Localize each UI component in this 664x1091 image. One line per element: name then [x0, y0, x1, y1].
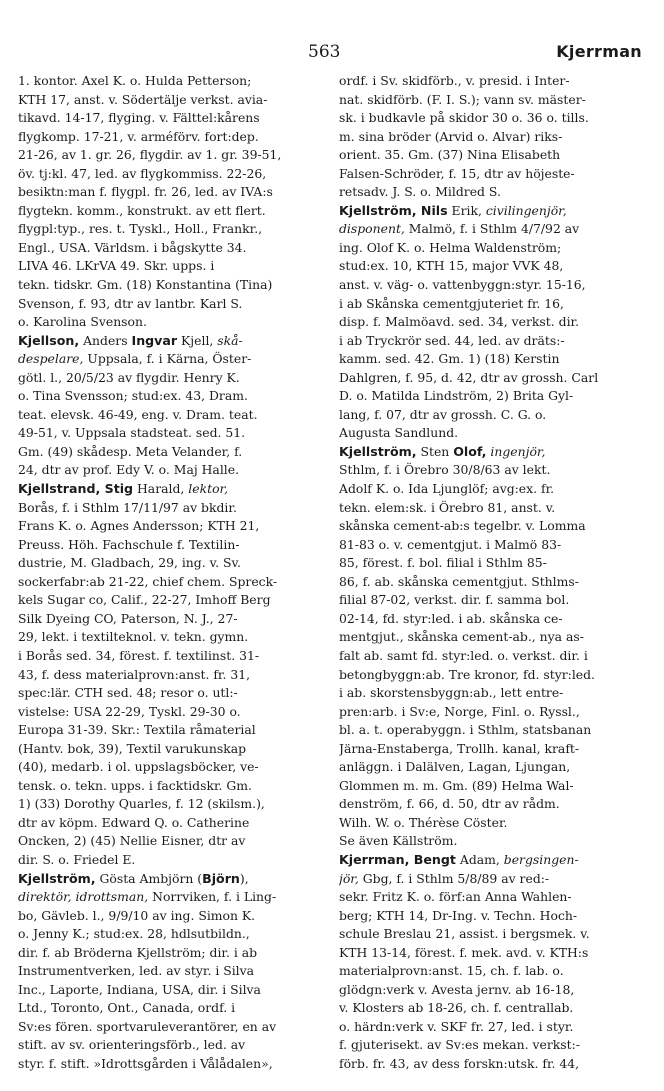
text-line [18, 424, 327, 443]
text-line [18, 313, 327, 332]
text-line [339, 666, 648, 685]
line-text: disp. f. Malmöavd. sed. 34, verkst. dir. [339, 314, 580, 330]
text-line [18, 406, 327, 425]
text-line [339, 202, 648, 221]
text-line [18, 628, 327, 647]
line-text: kels Sugar co, Calif., 22-27, Imhoff Berg [18, 592, 271, 608]
running-head: Kjerrman [556, 42, 642, 61]
text-line [339, 795, 648, 814]
line-text: mentgjut., skånska cement-ab., nya as- [339, 629, 584, 645]
text-line [339, 832, 648, 851]
italic-text: skå- [217, 332, 243, 348]
text-line [339, 703, 648, 722]
text-line [339, 740, 648, 759]
text-line [339, 962, 648, 981]
text-line [18, 981, 327, 1000]
text-line [18, 721, 327, 740]
text-line [18, 257, 327, 276]
page-number: 563 [308, 42, 341, 62]
line-text: (Hantv. bok, 39), Textil varukunskap [18, 740, 247, 756]
line-text: Wilh. W. o. Thérèse Cöster. [339, 814, 508, 830]
line-text: Silk Dyeing CO, Paterson, N. J., 27- [18, 610, 238, 626]
text-line [18, 369, 327, 388]
text-line [18, 777, 327, 796]
line-text: falt ab. samt fd. styr:led. o. verkst. dir. i [339, 647, 588, 663]
text-line [18, 536, 327, 555]
line-text: ordf. i Sv. skidförb., v. presid. i Inter- [339, 73, 570, 88]
line-text: schule Breslau 21, assist. i bergsmek. v. [339, 926, 590, 942]
text-line [339, 925, 648, 944]
entry-heading: Kjellström, [18, 870, 96, 886]
text-line [18, 944, 327, 963]
line-text: (40), medarb. i ol. uppslagsböcker, ve- [18, 759, 259, 775]
text-line [339, 443, 648, 462]
line-text: lang, f. 07, dtr av grossh. C. G. o. [339, 406, 547, 422]
entry-heading: Kjellson, [18, 332, 80, 348]
text-line [339, 758, 648, 777]
line-text: anläggn. i Dalälven, Lagan, Ljungan, [339, 759, 571, 775]
text-line [18, 999, 327, 1018]
line-text: dtr av köpm. Edward Q. o. Catherine [18, 814, 250, 830]
page-header [0, 42, 664, 66]
text-line [18, 128, 327, 147]
line-text: 81-83 o. v. cementgjut. i Malmö 83- [339, 536, 562, 552]
text-line [339, 591, 648, 610]
text-line [339, 1036, 648, 1055]
line-text: Sten [416, 443, 454, 459]
line-text: o. Jenny K.; stud:ex. 28, hdlsutbildn., [18, 926, 250, 942]
text-line [339, 870, 648, 889]
line-text: Kjell, [177, 332, 218, 348]
text-line [339, 628, 648, 647]
text-line [18, 276, 327, 295]
text-line [18, 888, 327, 907]
text-line [339, 851, 648, 870]
entry-heading: Kjerrman, Bengt [339, 851, 456, 867]
text-line [18, 870, 327, 889]
line-text: tekn. elem:sk. i Örebro 81, anst. v. [339, 499, 556, 515]
text-line [18, 610, 327, 629]
line-text: Dahlgren, f. 95, d. 42, dtr av grossh. Carl [339, 369, 599, 385]
line-text: KTH 13-14, förest. f. mek. avd. v. KTH:s [339, 944, 589, 960]
text-line [339, 721, 648, 740]
text-line [18, 165, 327, 184]
line-text: Harald, [133, 481, 189, 497]
text-line [18, 350, 327, 369]
text-line [339, 1018, 648, 1037]
line-text: flygkomp. 17-21, v. arméförv. fort:dep. [18, 128, 259, 144]
text-line [339, 406, 648, 425]
text-line [18, 962, 327, 981]
text-line [339, 999, 648, 1018]
line-text: 43, f. dess materialprovn:anst. fr. 31, [18, 666, 251, 682]
text-line [18, 202, 327, 221]
text-line [18, 1018, 327, 1037]
italic-text: civilingenjör, [485, 202, 567, 218]
line-text: Järna-Enstaberga, Trollh. kanal, kraft- [339, 740, 580, 756]
text-line [18, 480, 327, 499]
text-line [339, 72, 648, 91]
text-line [18, 183, 327, 202]
line-text: Norrviken, f. i Ling- [148, 889, 277, 905]
line-text: 29, lekt. i textilteknol. v. tekn. gymn. [18, 629, 249, 645]
line-text: Preuss. Höh. Fachschule f. Textilin- [18, 536, 240, 552]
line-text: 86, f. ab. skånska cementgjut. Sthlms- [339, 573, 579, 589]
text-line [339, 257, 648, 276]
text-line [18, 666, 327, 685]
line-text: öv. tj:kl. 47, led. av flygkommiss. 22-26, [18, 165, 267, 181]
line-text: Instrumentverken, led. av styr. i Silva [18, 963, 255, 979]
text-line [18, 703, 327, 722]
line-text: bl. a. t. operabyggn. i Sthlm, statsbanan [339, 722, 592, 738]
text-line [339, 91, 648, 110]
line-text: Sv:es fören. sportvaruleverantörer, en av [18, 1018, 277, 1034]
text-line [339, 295, 648, 314]
text-line [339, 499, 648, 518]
line-text: 1) (33) Dorothy Quarles, f. 12 (skilsm.), [18, 796, 265, 812]
line-text: nat. skidförb. (F. I. S.); vann sv. mäster- [339, 91, 586, 107]
text-line [18, 851, 327, 870]
line-text: sekr. Fritz K. o. förf:an Anna Wahlen- [339, 889, 572, 905]
line-text: o. härdn:verk v. SKF fr. 27, led. i styr. [339, 1018, 574, 1034]
text-line [18, 72, 327, 91]
text-line [339, 165, 648, 184]
line-text: retsadv. J. S. o. Mildred S. [339, 184, 501, 200]
line-text: dir. S. o. Friedel E. [18, 851, 136, 867]
line-text: i ab. skorstensbyggn:ab., lett entre- [339, 685, 564, 701]
line-text: tikavd. 14-17, flyging. v. Fälttel:kårens [18, 110, 260, 126]
text-line [18, 220, 327, 239]
line-text: Adolf K. o. Ida Ljunglöf; avg:ex. fr. [339, 481, 555, 497]
line-text: Oncken, 2) (45) Nellie Eisner, dtr av [18, 833, 246, 849]
line-text: o. Tina Svensson; stud:ex. 43, Dram. [18, 388, 248, 404]
line-text: Sthlm, f. i Örebro 30/8/63 av lekt. [339, 462, 551, 478]
text-line [339, 684, 648, 703]
line-text: KTH 17, anst. v. Södertälje verkst. avia- [18, 91, 268, 107]
line-text: f. gjuterisekt. av Sv:es mekan. verkst:- [339, 1037, 580, 1053]
text-line [18, 332, 327, 351]
text-line [339, 332, 648, 351]
line-text: Ltd., Toronto, Ont., Canada, ordf. i [18, 1000, 236, 1016]
line-text: styr. f. stift. »Idrottsgården i Vålådalen», [18, 1055, 273, 1071]
text-line [339, 1055, 648, 1074]
text-line [339, 777, 648, 796]
left-column [18, 72, 327, 1074]
text-line [339, 517, 648, 536]
italic-text: ingenjör, [490, 443, 546, 459]
text-line [18, 91, 327, 110]
text-line [339, 981, 648, 1000]
text-line [18, 795, 327, 814]
entry-heading: Kjellström, Nils [339, 202, 448, 218]
line-text: Se även Källström. [339, 833, 458, 849]
line-text: Borås, f. i Sthlm 17/11/97 av bkdir. [18, 499, 237, 515]
line-text: bo, Gävleb. l., 9/9/10 av ing. Simon K. [18, 907, 256, 923]
text-line [18, 925, 327, 944]
line-text: skånska cement-ab:s tegelbr. v. Lomma [339, 518, 586, 534]
line-text: pren:arb. i Sv:e, Norge, Finl. o. Ryssl., [339, 703, 580, 719]
line-text: Falsen-Schröder, f. 15, dtr av höjeste- [339, 165, 575, 181]
line-text: 21-26, av 1. gr. 26, flygdir. av 1. gr. 39-51, [18, 147, 282, 163]
line-text: Uppsala, f. i Kärna, Öster- [83, 351, 252, 367]
text-line [339, 276, 648, 295]
text-line [18, 684, 327, 703]
text-line [339, 647, 648, 666]
line-text: Svenson, f. 93, dtr av lantbr. Karl S. [18, 295, 243, 311]
line-text: Augusta Sandlund. [339, 425, 459, 441]
entry-heading: Björn [202, 870, 240, 886]
line-text: förb. fr. 43, av dess forskn:utsk. fr. 44, [339, 1055, 580, 1071]
text-line [339, 146, 648, 165]
text-line [18, 443, 327, 462]
text-line [339, 907, 648, 926]
line-text: 24, dtr av prof. Edy V. o. Maj Halle. [18, 462, 240, 478]
text-line [339, 183, 648, 202]
line-text: dir. f. ab Bröderna Kjellström; dir. i ab [18, 944, 258, 960]
line-text: Anders [79, 332, 132, 348]
text-line [18, 814, 327, 833]
line-text: Gösta Ambjörn ( [95, 870, 203, 886]
line-text: teat. elevsk. 46-49, eng. v. Dram. teat. [18, 406, 258, 422]
text-line [18, 517, 327, 536]
text-line [18, 832, 327, 851]
line-text: dustrie, M. Gladbach, 29, ing. v. Sv. [18, 555, 241, 571]
line-text: 85, förest. f. bol. filial i Sthlm 85- [339, 555, 547, 571]
text-line [18, 591, 327, 610]
text-line [339, 128, 648, 147]
italic-text: bergsingen- [503, 851, 579, 867]
line-text: Frans K. o. Agnes Andersson; KTH 21, [18, 518, 260, 534]
text-line [339, 610, 648, 629]
text-line [339, 944, 648, 963]
text-line [339, 424, 648, 443]
text-line [339, 220, 648, 239]
line-text: o. Karolina Svenson. [18, 314, 147, 330]
line-text: stift. av sv. orienteringsförb., led. av [18, 1037, 246, 1053]
line-text: Gbg, f. i Sthlm 5/8/89 av red:- [358, 870, 550, 886]
line-text: 02-14, fd. styr:led. i ab. skånska ce- [339, 610, 563, 626]
line-text: 1. kontor. Axel K. o. Hulda Petterson; [18, 73, 252, 88]
line-text: orient. 35. Gm. (37) Nina Elisabeth [339, 147, 561, 163]
line-text: tekn. tidskr. Gm. (18) Konstantina (Tina) [18, 277, 273, 293]
text-line [339, 313, 648, 332]
line-text: Inc., Laporte, Indiana, USA, dir. i Silva [18, 981, 261, 997]
text-line [339, 369, 648, 388]
text-line [18, 573, 327, 592]
line-text: anst. v. väg- o. vattenbyggn:styr. 15-16, [339, 277, 586, 293]
italic-text: jör, [339, 870, 359, 886]
line-text: tensk. o. tekn. upps. i facktidskr. Gm. [18, 777, 252, 793]
line-text: flygtekn. komm., konstrukt. av ett flert. [18, 202, 266, 218]
line-text: i ab Skånska cementgjuteriet fr. 16, [339, 295, 564, 311]
text-line [18, 146, 327, 165]
line-text: filial 87-02, verkst. dir. f. samma bol. [339, 592, 570, 608]
line-text: ing. Olof K. o. Helma Waldenström; [339, 239, 562, 255]
text-line [339, 480, 648, 499]
italic-text: lektor, [188, 481, 229, 497]
text-line [339, 109, 648, 128]
line-text: Glommen m. m. Gm. (89) Helma Wal- [339, 777, 574, 793]
text-line [339, 814, 648, 833]
line-text: sk. i budkavle på skidor 30 o. 36 o. tills. [339, 110, 589, 126]
line-text: ), [239, 870, 249, 886]
line-text: götl. l., 20/5/23 av flygdir. Henry K. [18, 369, 240, 385]
line-text: i ab Tryckrör sed. 44, led. av dräts:- [339, 332, 565, 348]
italic-text: disponent, [339, 221, 405, 237]
line-text: m. sina bröder (Arvid o. Alvar) riks- [339, 128, 563, 144]
text-line [18, 109, 327, 128]
line-text: stud:ex. 10, KTH 15, major VVK 48, [339, 258, 564, 274]
line-text: denström, f. 66, d. 50, dtr av rådm. [339, 796, 560, 812]
line-text: flygpl:typ., res. t. Tyskl., Holl., Frankr., [18, 221, 263, 237]
text-line [339, 350, 648, 369]
text-line [18, 387, 327, 406]
text-line [18, 758, 327, 777]
text-line [18, 647, 327, 666]
line-text: Erik, [447, 202, 486, 218]
entry-heading: Kjellström, [339, 443, 417, 459]
line-text: betongbyggn:ab. Tre kronor, fd. styr:led. [339, 666, 595, 682]
entry-heading: Ingvar [131, 332, 178, 348]
line-text: kamm. sed. 42. Gm. 1) (18) Kerstin [339, 351, 560, 367]
text-line [339, 888, 648, 907]
line-text: Adam, [455, 851, 504, 867]
entry-heading: Kjellstrand, Stig [18, 481, 134, 497]
text-line [18, 1055, 327, 1074]
line-text: sockerfabr:ab 21-22, chief chem. Spreck- [18, 573, 278, 589]
line-text: D. o. Matilda Lindström, 2) Brita Gyl- [339, 388, 574, 404]
line-text: spec:lär. CTH sed. 48; resor o. utl:- [18, 685, 238, 701]
text-line [18, 907, 327, 926]
line-text: berg; KTH 14, Dr-Ing. v. Techn. Hoch- [339, 907, 578, 923]
line-text: Engl., USA. Världsm. i bågskytte 34. [18, 239, 247, 255]
line-text: Europa 31-39. Skr.: Textila råmaterial [18, 722, 256, 738]
text-line [339, 239, 648, 258]
line-text: 49-51, v. Uppsala stadsteat. sed. 51. [18, 425, 246, 441]
line-text: besiktn:man f. flygpl. fr. 26, led. av IVA:s [18, 184, 273, 200]
line-text: Gm. (49) skådesp. Meta Velander, f. [18, 443, 243, 459]
italic-text: despelare, [18, 351, 84, 367]
line-text: vistelse: USA 22-29, Tyskl. 29-30 o. [18, 703, 241, 719]
text-line [18, 295, 327, 314]
line-text: v. Klosters ab 18-26, ch. f. centrallab. [339, 1000, 574, 1016]
text-line [339, 573, 648, 592]
text-line [18, 554, 327, 573]
text-line [18, 499, 327, 518]
line-text: materialprovn:anst. 15, ch. f. lab. o. [339, 963, 564, 979]
text-line [339, 554, 648, 573]
text-line [339, 536, 648, 555]
line-text: Malmö, f. i Sthlm 4/7/92 av [404, 221, 580, 237]
entry-heading: Olof, [453, 443, 487, 459]
text-line [18, 740, 327, 759]
italic-text: direktör, idrottsman, [18, 889, 149, 905]
text-line [18, 461, 327, 480]
line-text: i Borås sed. 34, förest. f. textilinst. 31- [18, 647, 260, 663]
text-line [18, 239, 327, 258]
text-line [339, 461, 648, 480]
text-line [18, 1036, 327, 1055]
line-text: glödgn:verk v. Avesta jernv. ab 16-18, [339, 981, 575, 997]
right-column [339, 72, 648, 1074]
text-line [339, 387, 648, 406]
line-text: LIVA 46. LKrVA 49. Skr. upps. i [18, 258, 215, 274]
